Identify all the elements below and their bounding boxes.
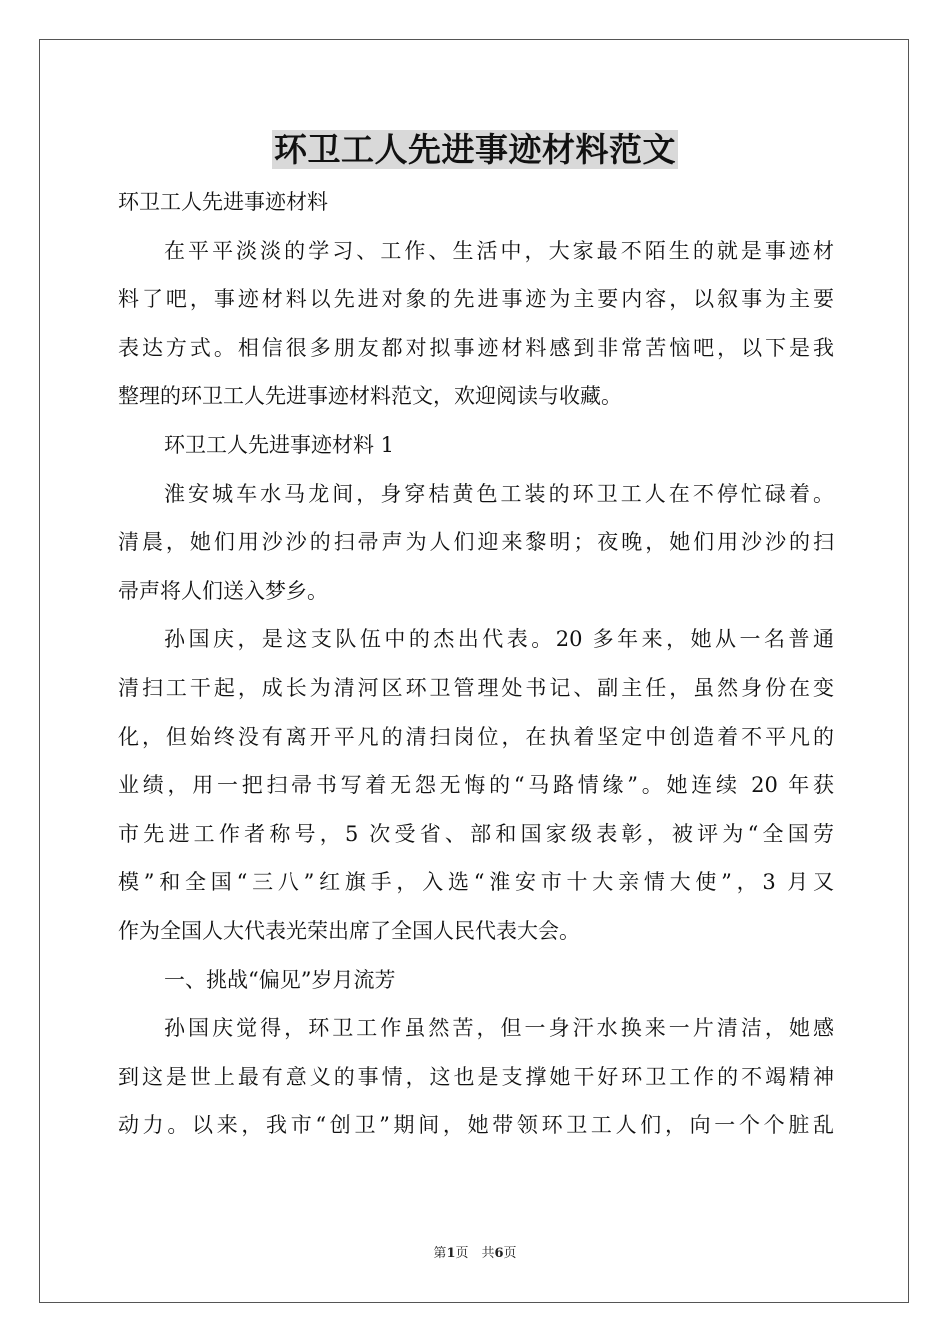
text-line: 淮安城车水马龙间，身穿桔黄色工装的环卫工人在不停忙碌着。 (164, 481, 834, 506)
text-line: 孙国庆，是这支队伍中的杰出代表。20 多年来，她从一名普通 (164, 627, 834, 652)
text-line: 化，但始终没有离开平凡的清扫岗位，在执着坚定中创造着不平凡的 (118, 724, 834, 749)
text-line: 到这是世上最有意义的事情，这也是支撑她干好环卫工作的不竭精神 (118, 1064, 834, 1089)
text-line: 动力。以来，我市“创卫”期间，她带领环卫工人们，向一个个脏乱 (118, 1113, 834, 1138)
text-line: 料了吧，事迹材料以先进对象的先进事迹为主要内容，以叙事为主要 (118, 287, 834, 312)
text-line: 市先进工作者称号，5 次受省、部和国家级表彰，被评为“全国劳 (118, 821, 834, 846)
text-line: 表达方式。相信很多朋友都对拟事迹材料感到非常苦恼吧，以下是我 (118, 335, 834, 360)
text-line: 一、挑战“偏见”岁月流芳 (164, 967, 396, 992)
text-line: 模”和全国“三八”红旗手，入选“淮安市十大亲情大使”，3 月又 (118, 870, 834, 895)
text-line: 整理的环卫工人先进事迹材料范文，欢迎阅读与收藏。 (118, 384, 622, 409)
footer-page-prefix: 第 (433, 1246, 447, 1261)
document-body (118, 178, 834, 1150)
document-title (0, 128, 950, 172)
text-line: 环卫工人先进事迹材料 (118, 190, 328, 214)
footer-page-total: 6 (494, 1246, 504, 1261)
page-footer (0, 1245, 950, 1263)
text-line: 业绩，用一把扫帚书写着无怨无悔的“马路情缘”。她连续 20 年获 (118, 773, 834, 798)
text-line: 帚声将人们送入梦乡。 (118, 578, 328, 603)
text-line: 环卫工人先进事迹材料 1 (164, 432, 395, 457)
document-title-text: 环卫工人先进事迹材料范文 (274, 130, 676, 169)
text-line: 在平平淡淡的学习、工作、生活中，大家最不陌生的就是事迹材 (164, 238, 834, 263)
text-line: 孙国庆觉得，环卫工作虽然苦，但一身汗水换来一片清洁，她感 (164, 1016, 834, 1041)
footer-page-current: 1 (446, 1246, 456, 1261)
footer-page-suffix: 页 (503, 1246, 517, 1261)
text-line: 清扫工干起，成长为清河区环卫管理处书记、副主任，虽然身份在变 (118, 675, 834, 700)
text-line: 作为全国人大代表光荣出席了全国人民代表大会。 (118, 918, 580, 943)
footer-page-mid: 页 共 (455, 1246, 495, 1261)
text-line: 清晨，她们用沙沙的扫帚声为人们迎来黎明；夜晚，她们用沙沙的扫 (118, 530, 834, 555)
